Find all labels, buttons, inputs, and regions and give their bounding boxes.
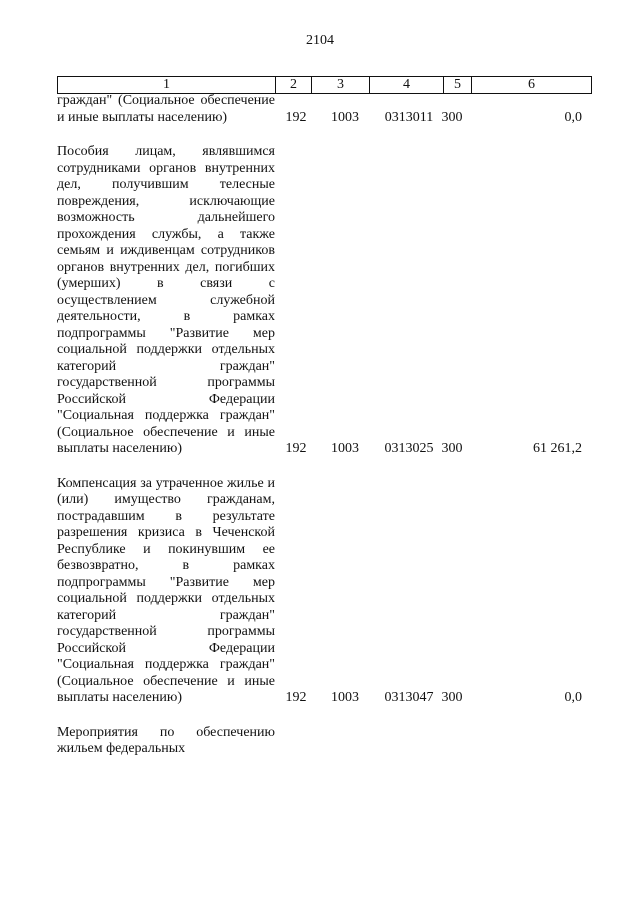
row-description: Компенсация за утраченное жилье и (или) имущество гражданам, пострадавшим в результате разрешения кризиса в Чеченской Республике и покинувшим ее безвозвратно, в рамках подпрограммы "Развитие мер социальной поддержки отдельных категорий граждан" государственной программы Российской Федерации "Социальная поддержка граждан" (Социальное обеспечение и иные выплаты населению) [57, 475, 275, 705]
cell-col6: 0,0 [564, 690, 582, 705]
cell-col6: 61 261,2 [533, 441, 582, 456]
column-header-6: 6 [528, 77, 535, 92]
cell-col4: 0313047 [384, 690, 434, 705]
column-header-1: 1 [58, 77, 276, 93]
cell-col2: 192 [285, 690, 307, 705]
cell-col5: 300 [441, 109, 463, 125]
page-number: 2104 [306, 33, 334, 48]
cell-col3: 1003 [331, 690, 359, 705]
cell-col4: 0313025 [384, 441, 434, 456]
cell-col5: 300 [441, 441, 463, 456]
table-body [57, 93, 590, 758]
row-description: Мероприятия по обеспечению жильем федеральных [57, 724, 275, 756]
table-header [57, 76, 592, 94]
row-description: Пособия лицам, являвшимся сотрудниками органов внутренних дел, получившим телесные повреждения, исключающие возможность дальнейшего прохождения службы, а также семьям и иждивенцам сотрудников органов внутренних дел, погибших (умерших) в связи с осуществлением служебной деятельности, в рамках подпрограммы "Развитие мер социальной поддержки отдельных категорий граждан" государственной программы Российской Федерации "Социальная поддержка граждан" (Социальное обеспечение и иные выплаты населению) [57, 144, 275, 456]
row-codes [57, 441, 590, 458]
cell-col3: 1003 [331, 109, 359, 125]
row-codes [57, 690, 590, 707]
cell-col2: 192 [285, 109, 307, 125]
column-header-2: 2 [276, 77, 312, 93]
column-header-5: 5 [444, 77, 472, 93]
cell-col6: 0,0 [564, 109, 582, 125]
table-row [57, 144, 590, 458]
row-description: граждан" (Социальное обеспечение и иные выплаты населению) [57, 93, 275, 125]
table-row [57, 725, 590, 758]
column-header-4: 4 [370, 77, 444, 93]
table-row [57, 476, 590, 707]
cell-col3: 1003 [331, 441, 359, 456]
cell-col2: 192 [285, 441, 307, 456]
cell-col4: 0313011 [384, 109, 434, 125]
column-header-3: 3 [312, 77, 370, 93]
table-row [57, 93, 590, 126]
cell-col5: 300 [441, 690, 463, 705]
row-codes [57, 110, 590, 127]
